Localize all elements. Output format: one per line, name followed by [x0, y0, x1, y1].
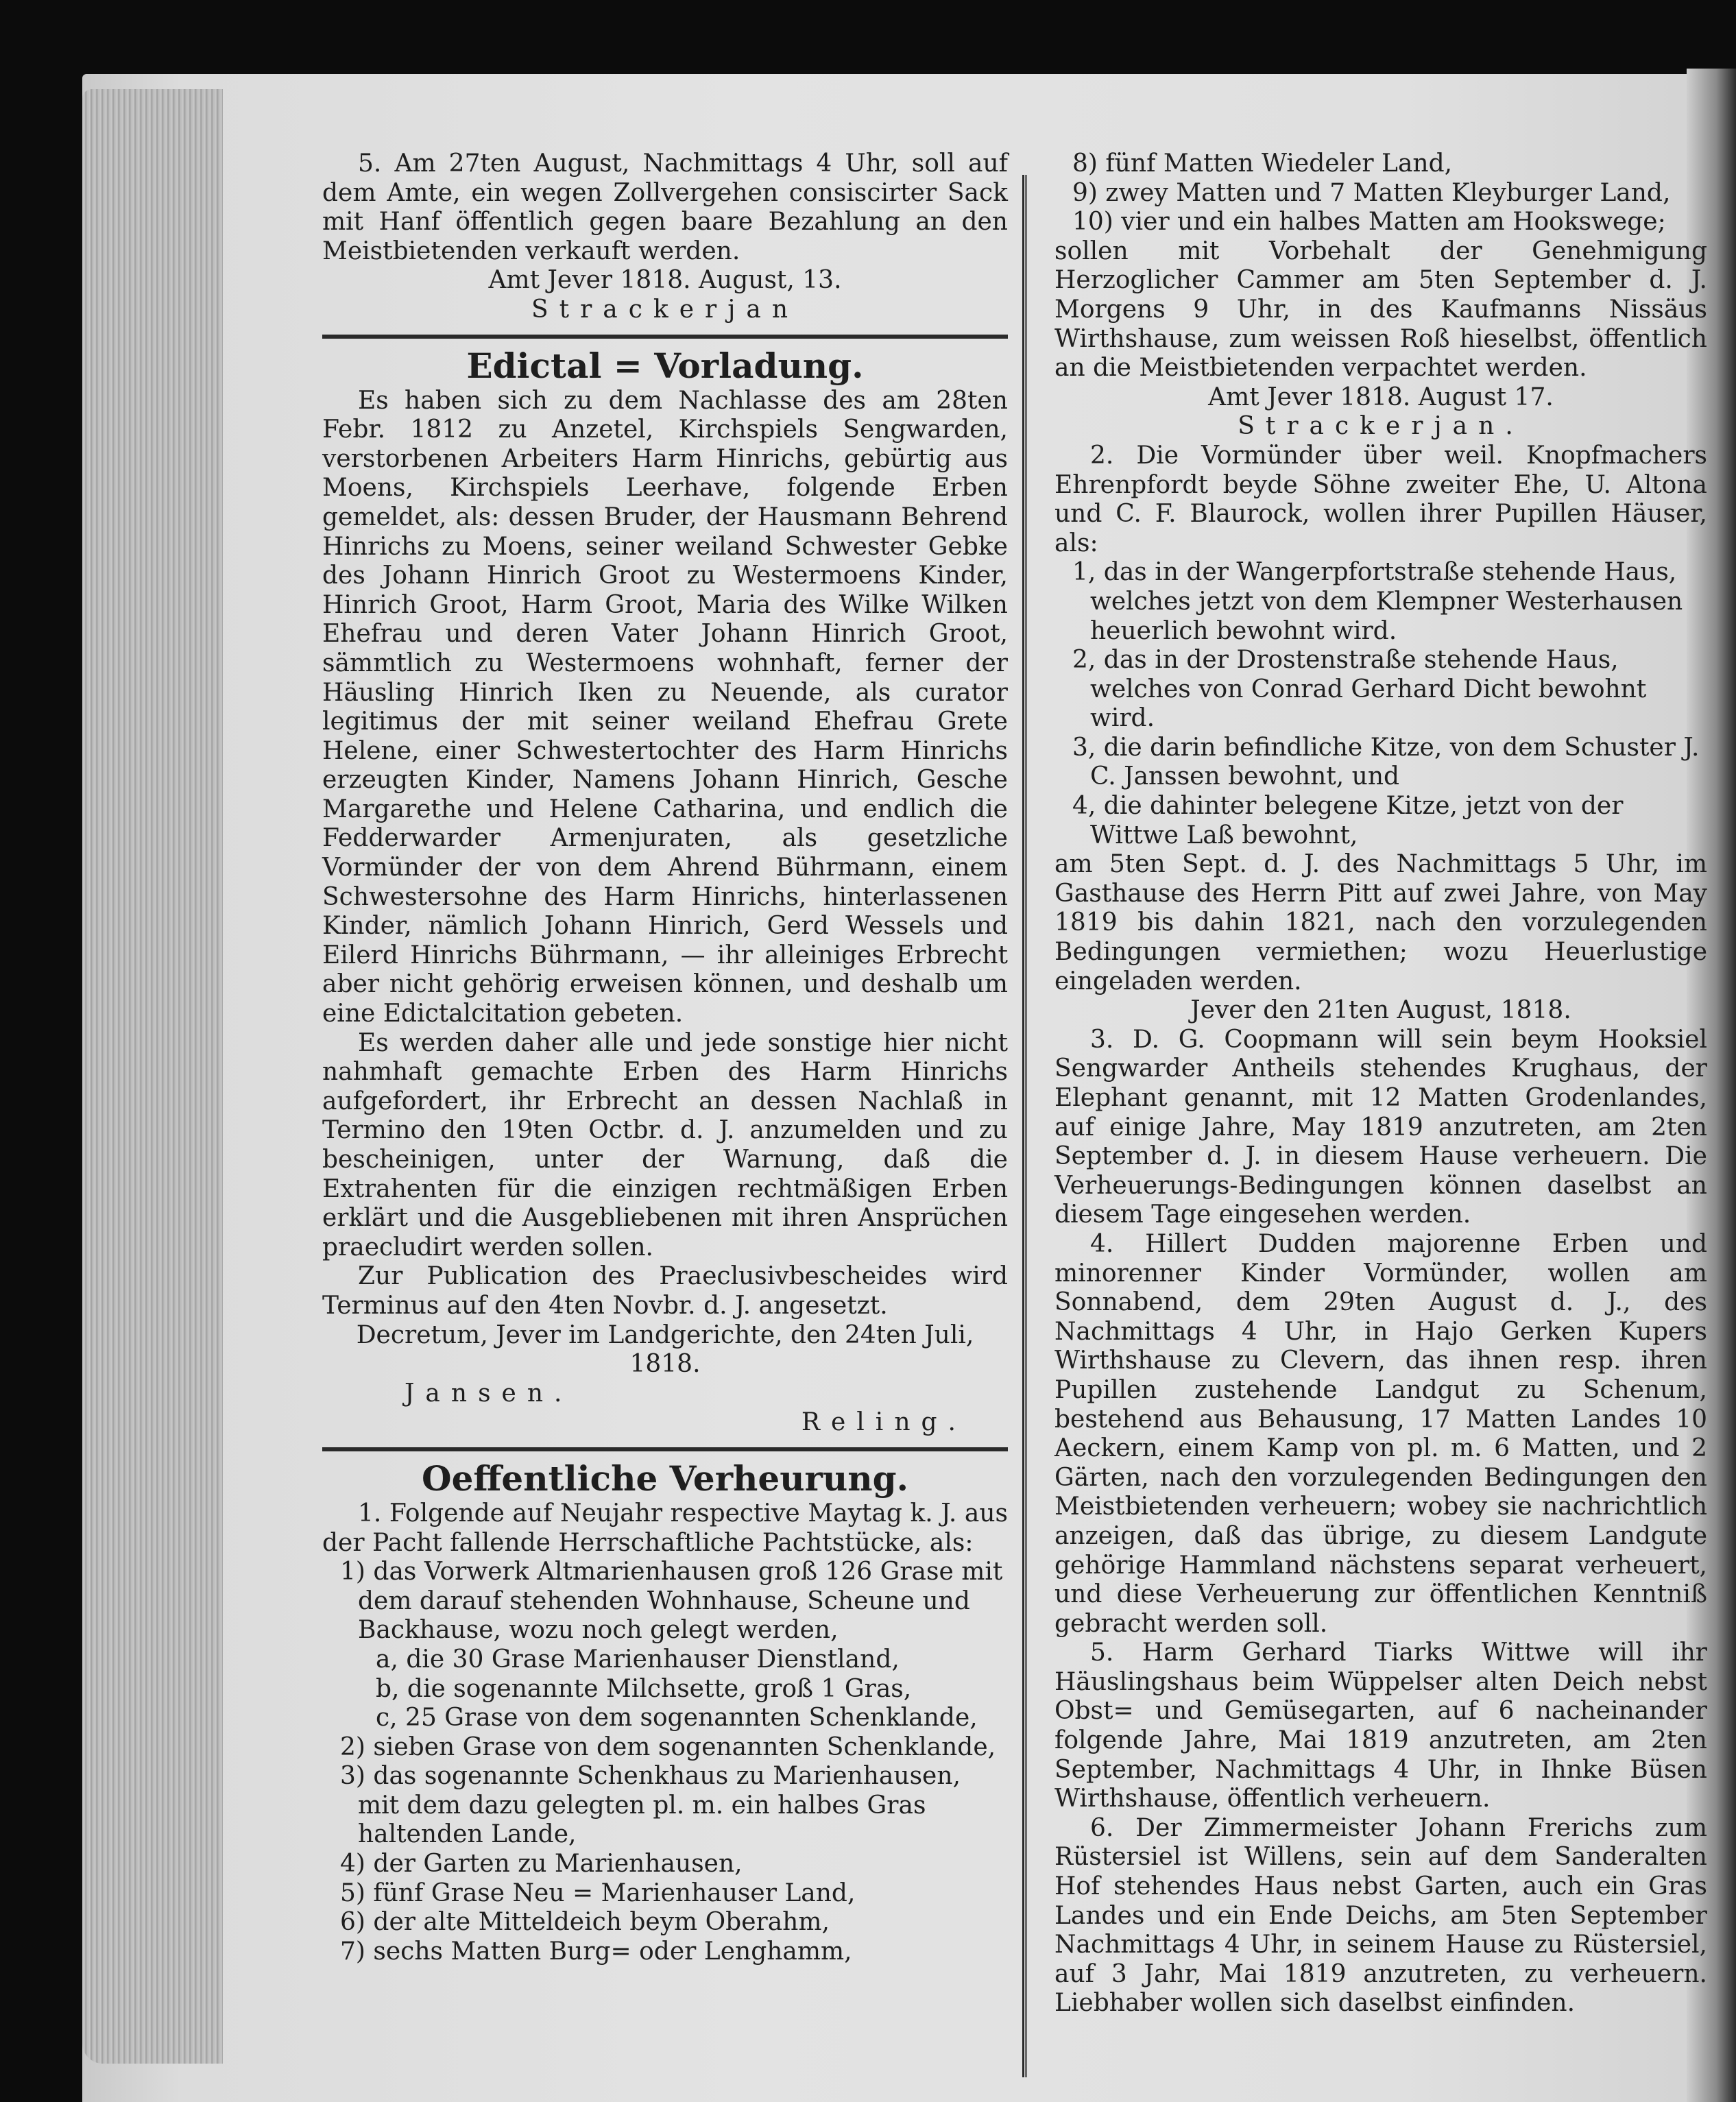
decretum: Decretum, Jever im Landgerichte, den 24ten Juli, 1818. — [356, 1320, 974, 1379]
item-3: 3. D. G. Coopmann will sein beym Hooksiel Sengwarder Antheils stehendes Krughaus, der Elephant genannt, mit 12 Matten Grodenlandes, auf einige Jahre, May 1819 anzutreten, am 2ten September d. J. in diesem Hause verheuern. Die Verheuerungs-Bedingungen können daselbst an diesem Tage eingesehen werden. — [1054, 1025, 1707, 1229]
item-2-place: Jever den 21ten August, 1818. — [1190, 996, 1571, 1025]
right-column — [1054, 149, 1707, 2018]
lease-item: 7) sechs Matten Burg= oder Lenghamm, — [340, 1937, 852, 1966]
lease-item: 6) der alte Mitteldeich beym Oberahm, — [340, 1908, 830, 1937]
edictal-title: Edictal = Vorladung. — [466, 345, 864, 386]
edictal-paragraph-1: Es haben sich zu dem Nachlasse des am 28ten Febr. 1812 zu Anzetel, Kirchspiels Sengwarden, verstorbenen Arbeiters Harm Hinrichs, gebürtig aus Moens, Kirchspiels Leerhave, folgende Erben gemeldet, als: dessen Bruder, der Hausmann Behrend Hinrichs zu Moens, seiner weiland Schwester Gebke des Johann Hinrich Groot zu Westermoens Kinder, Hinrich Groot, Harm Groot, Maria des Wilke Wilken Ehefrau und deren Vater Johann Hinrich Groot, sämmtlich zu Westermoens wohnhaft, ferner der Häusling Hinrich Iken zu Neuende, als curator legitimus der mit seiner weiland Ehefrau Grete Helene, einer Schwestertochter des Harm Hinrichs erzeugten Kinder, Namens Johann Hinrich, Gesche Margarethe und Helene Catharina, und endlich die Fedderwarder Armenjuraten, als gesetzliche Vormünder der von dem Ahrend Bührmann, einem Schwestersohne des Harm Hinrichs, hinterlassenen Kinder, nämlich Johann Hinrich, Gerd Wessels und Eilerd Hinrichs Bührmann, — ihr alleiniges Erbrecht aber nicht gehörig erweisen können, und deshalb um eine Edictalcitation gebeten. — [322, 386, 1008, 1028]
lease-item: 9) zwey Matten und 7 Matten Kleyburger Land, — [1072, 178, 1671, 207]
lease-title: Oeffentliche Verheurung. — [422, 1458, 908, 1499]
signature-reling: Reling. — [801, 1408, 967, 1437]
lease-item: 4) der Garten zu Marienhausen, — [340, 1850, 743, 1878]
lease-item: 3) das sogenannte Schenkhaus zu Marienhausen, mit dem dazu gelegten pl. m. ein halbes Gras haltenden Lande, — [340, 1762, 961, 1849]
column-divider — [1022, 175, 1024, 2077]
item-5: 5. Harm Gerhard Tiarks Wittwe will ihr Häuslingshaus beim Wüppelser alten Deich nebst Obst= und Gemüsegarten, auf 6 nacheinander folgende Jahre, Mai 1819 anzutreten, am 2ten September, Nachmittags 4 Uhr, in Ihnke Büsen Wirthshause, öffentlich verheuern. — [1054, 1639, 1707, 1813]
item-2-entry: 1, das in der Wangerpfortstraße stehende Haus, welches jetzt von dem Klempner Westerhausen heuerlich bewohnt wird. — [1072, 558, 1683, 645]
lease-signature: Strackerjan. — [1238, 412, 1524, 441]
item-2-entry: 2, das in der Drostenstraße stehende Haus, welches von Conrad Gerhard Dicht bewohnt wird. — [1072, 646, 1647, 733]
notice-5-signature: Strackerjan — [531, 295, 799, 324]
lease-item: 2) sieben Grase von dem sogenannten Schenklande, — [340, 1732, 996, 1761]
edictal-paragraph-3: Zur Publication des Praeclusivbescheides wird Terminus auf den 4ten Novbr. d. J. angesetzt. — [322, 1262, 1008, 1320]
item-4: 4. Hillert Dudden majorenne Erben und minorenner Kinder Vormünder, wollen am Sonnabend, dem 29ten August d. J., des Nachmittags 4 Uhr, in Hajo Gerken Kupers Wirthshause zu Clevern, das ihnen resp. ihren Pupillen zustehende Landgut zu Schenum, bestehend aus Behausung, 17 Matten Landes 10 Aeckern, einem Kamp von pl. m. 6 Matten, und 2 Gärten, nach den vorzulegenden Bedingungen den Meistbietenden verheuern; wobey sie nachrichtlich anzeigen, daß das übrige, zu diesem Landgute gehörige Hammland nächstens separat verheuert, und diese Verheuerung zur öffentlichen Kenntniß gebracht werden soll. — [1054, 1229, 1707, 1638]
item-6: 6. Der Zimmermeister Johann Frerichs zum Rüstersiel ist Willens, sein auf dem Sanderalten Hof stehendes Haus nebst Garten, auch ein Gras Landes und ein Ende Deichs, am 5ten September Nachmittags 4 Uhr, in seinem Hause zu Rüstersiel, auf 3 Jahr, Mai 1819 anzutreten, zu verheuern. Liebhaber wollen sich daselbst einfinden. — [1054, 1813, 1707, 2018]
lease-subitem: c, 25 Grase von dem sogenannten Schenklande, — [376, 1704, 978, 1732]
notice-5: 5. Am 27ten August, Nachmittags 4 Uhr, soll auf dem Amte, ein wegen Zollvergehen consiscirter Sack mit Hanf öffentlich gegen baare Bezahlung an den Meistbietenden verkauft werden. — [322, 149, 1008, 265]
item-2-intro: 2. Die Vormünder über weil. Knopfmachers Ehrenpfordt beyde Söhne zweiter Ehe, U. Altona und C. F. Blaurock, wollen ihrer Pupillen Häuser, als: — [1054, 441, 1707, 557]
lease-item: 1) das Vorwerk Altmarienhausen groß 126 Grase mit dem darauf stehenden Wohnhause, Scheune und Backhause, wozu noch gelegt werden, — [340, 1558, 1003, 1645]
left-column — [322, 149, 1008, 1966]
item-2-entry: 3, die darin befindliche Kitze, von dem Schuster J. C. Janssen bewohnt, und — [1072, 733, 1700, 791]
lease-intro: 1. Folgende auf Neujahr respective Maytag k. J. aus der Pacht fallende Herrschaftliche Pachtstücke, als: — [322, 1499, 1008, 1557]
lease-subitem: b, die sogenannte Milchsette, groß 1 Gras, — [376, 1674, 912, 1703]
signature-jansen: Jansen. — [405, 1379, 573, 1408]
edictal-paragraph-2: Es werden daher alle und jede sonstige hier nicht nahmhaft gemachte Erben des Harm Hinrichs aufgefordert, ihr Erbrecht an dessen Nachlaß in Termino den 19ten Octbr. d. J. anzumelden und zu bescheinigen, unter der Warnung, daß die Extrahenten für die einzigen rechtmäßigen Erben erklärt und die Ausgebliebenen mit ihren Ansprüchen praecludirt werden sollen. — [322, 1028, 1008, 1261]
item-2-entry: 4, die dahinter belegene Kitze, jetzt von der Wittwe Laß bewohnt, — [1072, 792, 1624, 849]
lease-item: 10) vier und ein halbes Matten am Hookswege; — [1072, 208, 1666, 237]
lease-place: Amt Jever 1818. August 17. — [1208, 383, 1554, 411]
notice-5-place: Amt Jever 1818. August, 13. — [488, 266, 842, 295]
item-2-terms: am 5ten Sept. d. J. des Nachmittags 5 Uhr, im Gasthause des Herrn Pitt auf zwei Jahre, von May 1819 bis dahin 1821, nach den vorzulegenden Bedingungen vermiethen; wozu Heuerlustige eingeladen werden. — [1054, 850, 1707, 995]
section-rule — [322, 1447, 1008, 1451]
lease-item: 5) fünf Grase Neu = Marienhauser Land, — [340, 1878, 856, 1907]
lease-subitem: a, die 30 Grase Marienhauser Dienstland, — [376, 1645, 900, 1674]
lease-terms: sollen mit Vorbehalt der Genehmigung Herzoglicher Cammer am 5ten September d. J. Morgens 9 Uhr, in des Kaufmanns Nissäus Wirthshause, zum weissen Roß hieselbst, öffentlich an die Meistbietenden verpachtet werden. — [1054, 237, 1707, 383]
lease-item: 8) fünf Matten Wiedeler Land, — [1072, 149, 1453, 178]
page-edge-stack — [82, 89, 223, 2064]
section-rule — [322, 335, 1008, 339]
